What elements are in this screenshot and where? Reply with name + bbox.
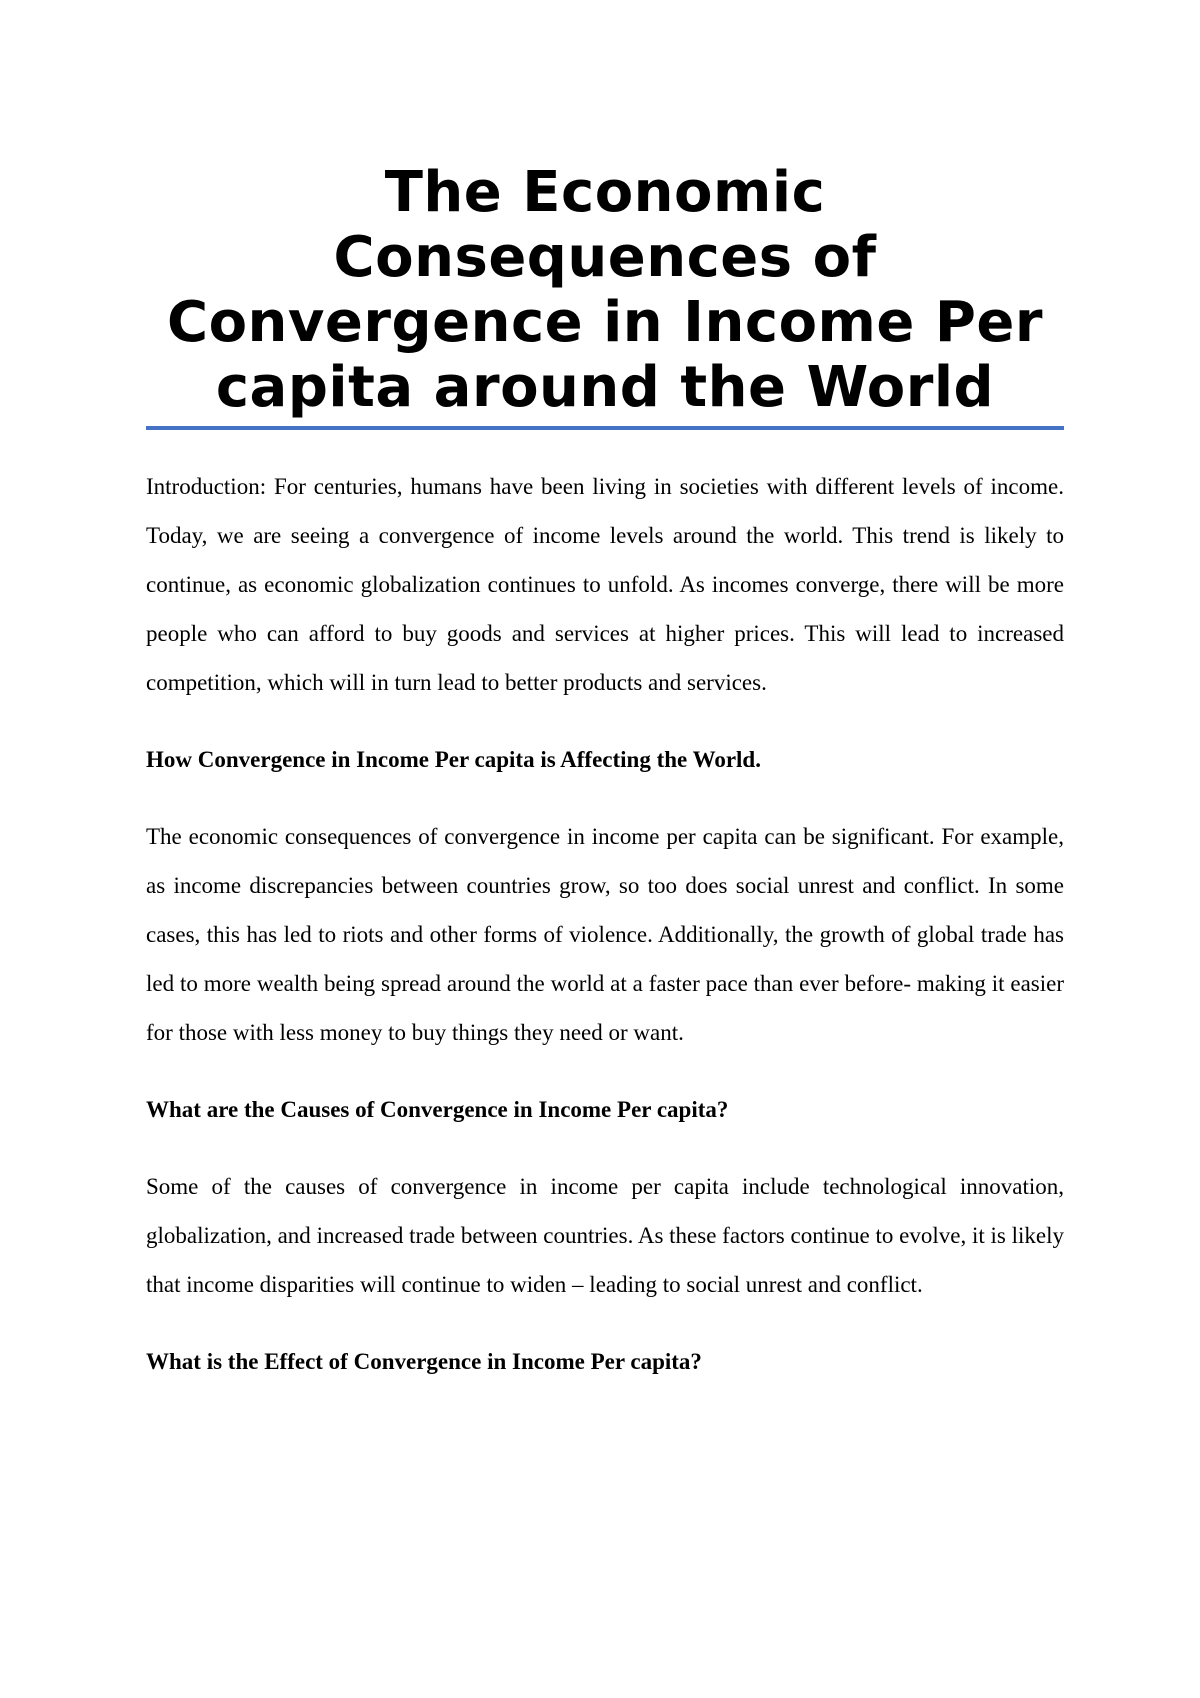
section-heading-causes: What are the Causes of Convergence in Income Per capita? [146,1097,729,1122]
intro-paragraph: Introduction: For centuries, humans have been living in societies with different levels of income. Today, we are seeing a convergence of income levels around the world. This trend is likely to continue, as economic globalization continues to unfold. As incomes converge, there will be more people who can afford to buy goods and services at higher prices. This will lead to increased competition, which will in turn lead to better products and services. [146,474,1064,695]
spacer [146,784,1064,812]
affecting-world-paragraph: The economic consequences of convergence in income per capita can be significant. For example, as income discrepancies between countries grow, so too does social unrest and conflict. In some cases, this has led to riots and other forms of violence. Additionally, the growth of global trade has led to more wealth being spread around the world at a faster pace than ever before- making it easier for those with less money to buy things they need or want. [146,824,1064,1045]
spacer [146,1057,1064,1085]
causes-paragraph: Some of the causes of convergence in income per capita include technological innovation, globalization, and increased trade between countries. As these factors continue to evolve, it is likely that income disparities will continue to widen – leading to social unrest and conflict. [146,1174,1064,1297]
section-heading-affecting-world: How Convergence in Income Per capita is Affecting the World. [146,747,761,772]
title-underline-rule [146,426,1064,430]
spacer [146,707,1064,735]
section-heading-effect: What is the Effect of Convergence in Income Per capita? [146,1349,702,1374]
spacer [146,1309,1064,1337]
document-page [146,160,1064,1386]
document-title: The Economic Consequences of Convergence in Income Per capita around the World [166,160,1044,420]
spacer [146,1134,1064,1162]
